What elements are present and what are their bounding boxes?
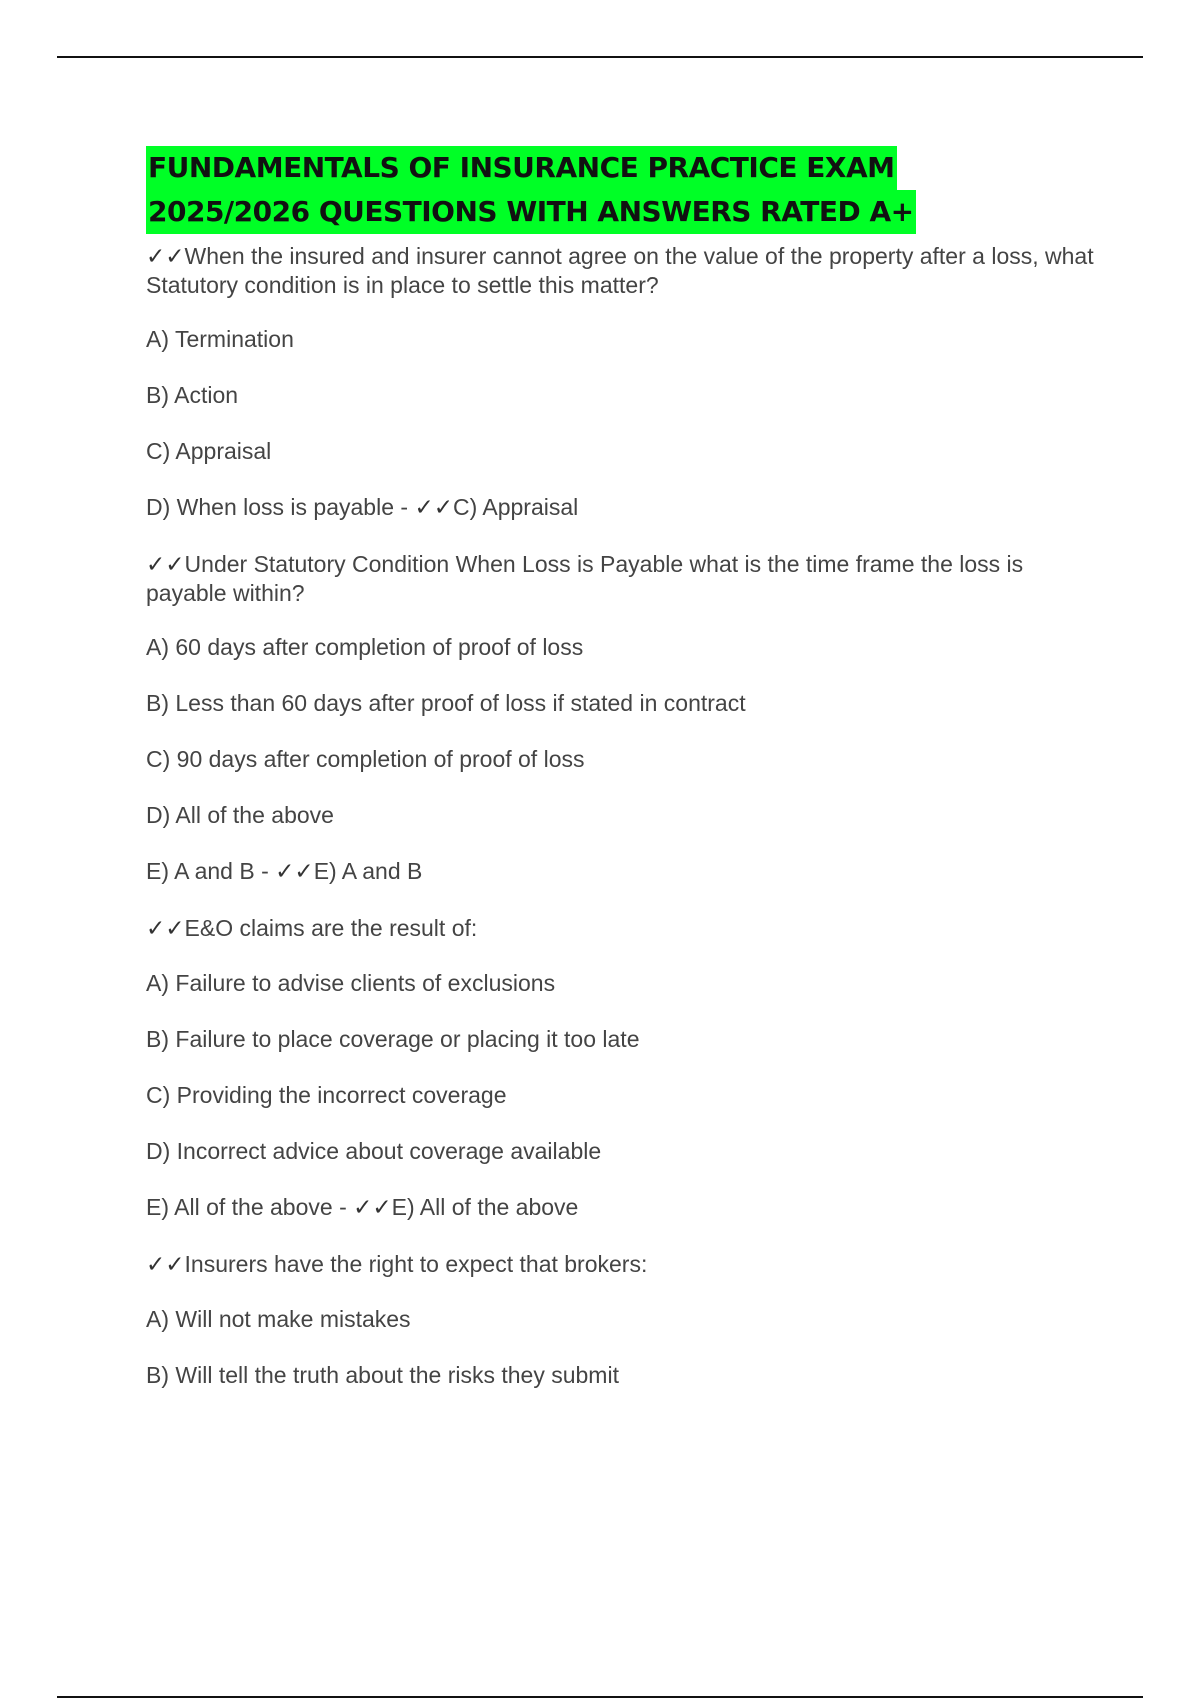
footer-rule: [57, 1696, 1143, 1698]
checkmark-icon: ✓✓: [146, 1252, 185, 1278]
option-b: B) Less than 60 days after proof of loss if stated in contract: [146, 690, 746, 716]
question-text: ✓✓When the insured and insurer cannot agree on the value of the property after a loss, what Statutory condition is in place to settle this matter?: [146, 243, 1094, 298]
option-a: A) Termination: [146, 326, 294, 352]
title-line-2: 2025/2026 QUESTIONS WITH ANSWERS RATED A+: [146, 190, 916, 234]
title-line-1: FUNDAMENTALS OF INSURANCE PRACTICE EXAM: [146, 146, 897, 190]
option-b: B) Will tell the truth about the risks they submit: [146, 1362, 619, 1388]
question-block-3: [146, 914, 1096, 1222]
option-b: B) Failure to place coverage or placing it too late: [146, 1026, 640, 1052]
question-block-1: [146, 242, 1096, 522]
option-a: A) Will not make mistakes: [146, 1306, 411, 1332]
question-text: ✓✓E&O claims are the result of:: [146, 915, 478, 942]
option-d-with-answer: D) When loss is payable - ✓✓C) Appraisal: [146, 494, 579, 521]
checkmark-icon: ✓✓: [146, 916, 185, 942]
answer-text: C) Appraisal: [452, 494, 579, 520]
answer-text: E) A and B: [313, 858, 423, 884]
question-block-2: [146, 550, 1096, 886]
question-text: ✓✓Insurers have the right to expect that brokers:: [146, 1251, 648, 1278]
checkmark-icon: ✓✓: [275, 859, 314, 885]
option-d: D) Incorrect advice about coverage available: [146, 1138, 602, 1164]
option-d: D) All of the above: [146, 802, 334, 828]
option-c: C) Providing the incorrect coverage: [146, 1082, 507, 1108]
option-a: A) 60 days after completion of proof of loss: [146, 634, 584, 660]
option-c: C) Appraisal: [146, 438, 272, 464]
checkmark-icon: ✓✓: [353, 1195, 392, 1221]
checkmark-icon: ✓✓: [146, 244, 185, 270]
header-rule: [57, 56, 1143, 58]
question-block-4: [146, 1250, 1096, 1389]
document-body: [146, 146, 1096, 1417]
option-e-with-answer: E) A and B - ✓✓E) A and B: [146, 858, 423, 885]
option-a: A) Failure to advise clients of exclusions: [146, 970, 556, 996]
option-b: B) Action: [146, 382, 239, 408]
answer-text: E) All of the above: [391, 1194, 579, 1220]
option-e-with-answer: E) All of the above - ✓✓E) All of the above: [146, 1194, 579, 1221]
document-title: [146, 146, 1096, 234]
question-text: ✓✓Under Statutory Condition When Loss is Payable what is the time frame the loss is payable within?: [146, 551, 1024, 606]
option-c: C) 90 days after completion of proof of loss: [146, 746, 585, 772]
checkmark-icon: ✓✓: [414, 495, 453, 521]
checkmark-icon: ✓✓: [146, 552, 185, 578]
